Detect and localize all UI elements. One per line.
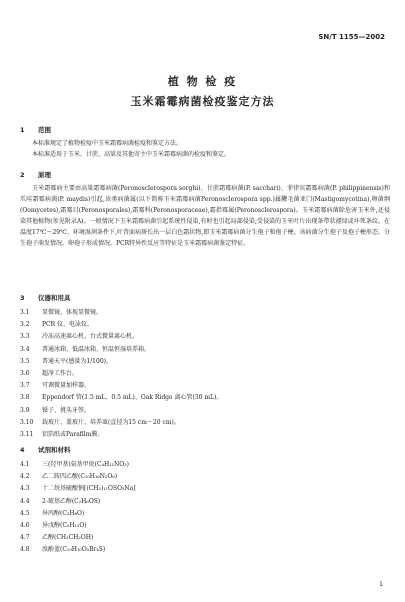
section-number: 3	[20, 294, 25, 302]
list-item	[20, 307, 390, 319]
section-number: 1	[20, 126, 25, 134]
list-item	[20, 392, 390, 404]
doc-title-category: 植 物 检 疫	[167, 75, 238, 88]
doc-title: 玉米霜霉病菌检疫鉴定方法	[130, 95, 275, 108]
reagent-list	[20, 459, 390, 557]
item-number: 3.1	[20, 309, 30, 316]
item-number: 3.11	[20, 431, 34, 439]
section-heading	[20, 294, 390, 303]
item-text: 2-巯基乙醇(C₂H₆OS)	[42, 497, 101, 505]
item-text: 十二烷基硫酸钠[(CH₃)₁₁OSO₃Na]	[42, 485, 136, 493]
item-number: 3.9	[20, 406, 30, 414]
list-item	[20, 459, 390, 471]
item-text: 三(羟甲基)氨基甲烷(C₄H₁₁NO₃)	[42, 461, 129, 468]
item-text: Eppendorf 管(1.5 mL、0.5 mL)、Oak Ridge 离心管(30 mL)。	[42, 394, 223, 402]
item-text: 普通冰箱、低温冰箱、恒温恒湿培养箱。	[42, 345, 151, 353]
section-instruments	[20, 294, 390, 441]
paragraph: 本标准规定了植物检疫中玉米霜霉病菌检疫和鉴定方法。	[32, 140, 183, 147]
item-text: 铝箔纸或Parafilm膜。	[42, 431, 104, 439]
section-title: 原理	[38, 171, 51, 179]
list-item	[20, 429, 390, 441]
item-number: 3.10	[20, 418, 34, 426]
section-title: 试剂和材料	[38, 446, 71, 454]
paragraph: 玉米霜霉病主要由高粱霜霉病菌(Peronosclerospora sorghi)、甘蔗霜霉病菌(P. sacchari)、菲律宾霜霉病菌(P. philippinensis)和爪哇霜霉病菌(P. maydis)引起,该类病菌属(以下简称玉米霜霉病菌Peronosclerospora spp.)属鞭毛菌亚门(Mastigomycotina),卵菌纲(Oomycetes),霜霉目(Peronosporales),霜霉科(Peronosporaceae),霜指霉属(Peronosclerospora)。玉米霜霉病菌除危害玉米外,还侵染其他植物(参见附录A)。一般情况下玉米霜霉病菌引起系统性侵染,有时也引起局部侵染,受侵染的玉米叶片出现条带状褪绿或坏死条纹。在温度17℃～29℃、环境湿润条件下,叶背面病斑长出一层白色霜状物,即玉米霜霉病菌分生孢子和孢子梗。该病菌分生孢子及孢子梗形态、分生孢子萌发情况、卵孢子形成情况、PCR特异性反应等特征是玉米霜霉病菌鉴定特征。	[20, 185, 390, 247]
section-title: 范围	[38, 126, 51, 134]
list-item	[20, 544, 390, 556]
item-number: 3.4	[20, 345, 30, 353]
item-number: 3.8	[20, 394, 30, 402]
list-item	[20, 520, 390, 532]
instrument-list	[20, 307, 390, 441]
list-item	[20, 471, 390, 483]
list-item	[20, 496, 390, 508]
item-number: 4.1	[20, 461, 30, 468]
section-principle	[20, 171, 390, 249]
item-number: 3.7	[20, 382, 30, 390]
paragraph: 本标准适用于玉米、甘蔗、高粱及其他寄主中玉米霜霉病菌的检疫和鉴定。	[32, 151, 231, 158]
item-text: 镊子、挑头牙签。	[42, 406, 91, 414]
list-item	[20, 331, 390, 343]
item-text: 异戊醇(C₅H₁₂O)	[42, 522, 87, 530]
list-item	[20, 356, 390, 368]
item-number: 3.2	[20, 321, 30, 329]
item-text: 载玻片、盖玻片、培养皿(直径为15 cm～20 cm)。	[42, 418, 180, 426]
item-number: 4.7	[20, 534, 30, 542]
item-text: 可调微量加样器。	[42, 382, 91, 390]
section-number: 4	[20, 446, 25, 454]
item-text: 普通天平(感量为1/100)。	[42, 357, 112, 365]
section-reagents	[20, 446, 390, 557]
section-number: 2	[20, 171, 25, 179]
item-text: 显微镜、体视显微镜。	[42, 309, 103, 316]
item-text: 冷冻高速离心机、台式微量离心机。	[42, 333, 139, 341]
item-text: 乙二胺四乙酸(C₁₀H₁₆N₂O₈)	[42, 473, 118, 481]
list-item	[20, 483, 390, 495]
page-number: 1	[379, 581, 383, 588]
list-item	[20, 417, 390, 429]
list-item	[20, 368, 390, 380]
list-item	[20, 319, 390, 331]
item-number: 3.5	[20, 357, 30, 365]
item-number: 4.5	[20, 509, 30, 517]
section-title: 仪器和用具	[38, 294, 71, 302]
item-text: 异丙醇(C₃H₈O)	[42, 509, 85, 517]
section-heading	[20, 126, 390, 135]
item-text: 乙醇(CH₃CH₂OH)	[42, 534, 94, 542]
item-text: PCR 仪、电泳仪。	[42, 321, 94, 329]
item-number: 4.4	[20, 497, 30, 505]
item-number: 3.3	[20, 333, 30, 341]
section-scope	[20, 126, 390, 160]
list-item	[20, 508, 390, 520]
list-item	[20, 405, 390, 417]
list-item	[20, 344, 390, 356]
section-heading	[20, 446, 390, 455]
item-text: 溴酚蓝(C₁₉H₁₀O₅Br₄S)	[42, 546, 106, 554]
item-number: 4.3	[20, 485, 30, 493]
section-heading	[20, 171, 390, 180]
item-number: 4.6	[20, 522, 30, 530]
list-item	[20, 380, 390, 392]
item-text: 超净工作台。	[42, 370, 79, 378]
item-number: 4.8	[20, 546, 30, 554]
item-number: 4.2	[20, 473, 30, 481]
list-item	[20, 532, 390, 544]
item-number: 3.6	[20, 370, 30, 378]
document-code: SN/T 1155—2002	[318, 33, 385, 41]
